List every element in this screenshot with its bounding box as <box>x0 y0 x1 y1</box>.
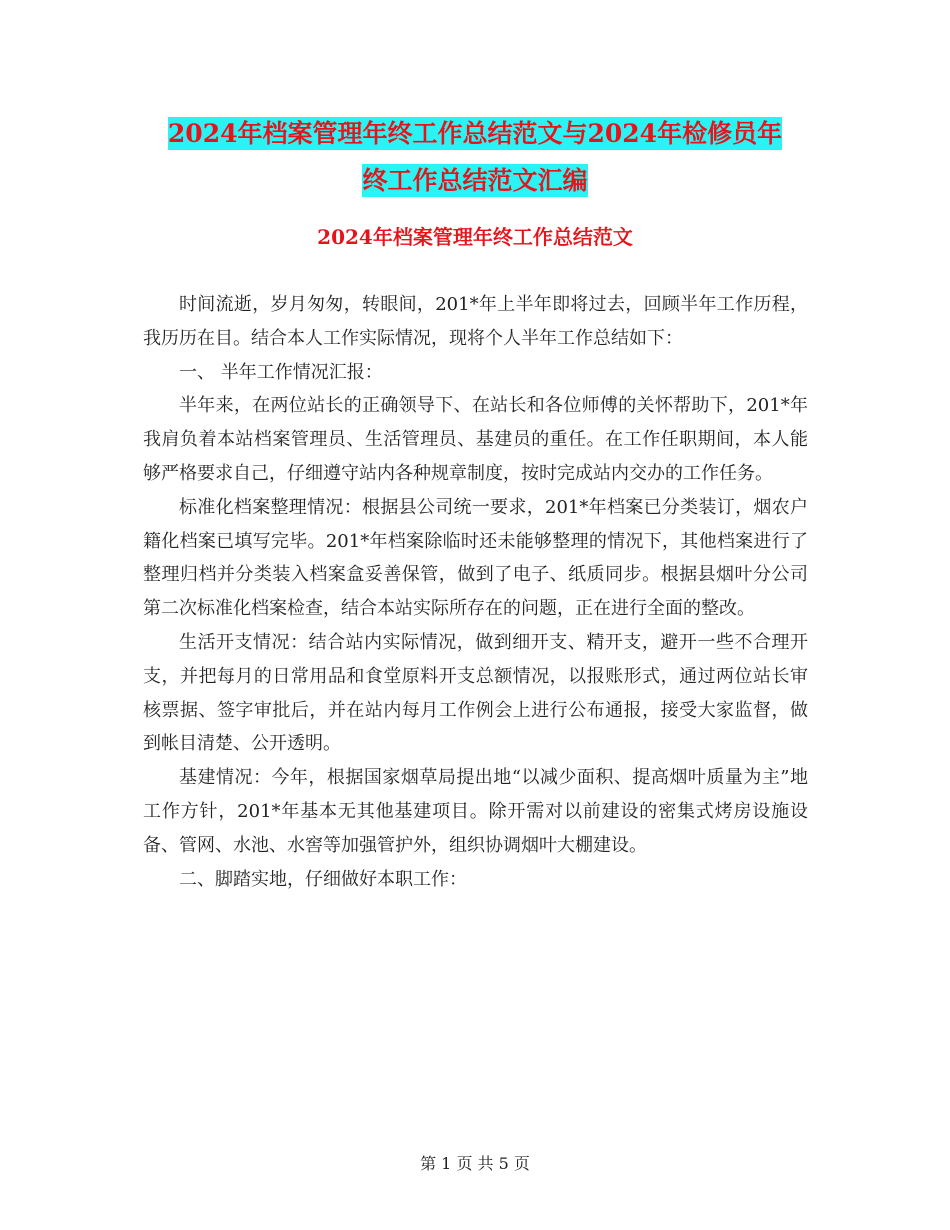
paragraph: 一、 半年工作情况汇报： <box>179 361 383 383</box>
paragraph: 二、脚踏实地，仔细做好本职工作： <box>179 868 467 890</box>
paragraph: 标准化档案整理情况：根据县公司统一要求，201*年档案已分类装订，烟农户籍化档案已填写完毕。201*年档案除临时还未能够整理的情况下，其他档案进行了整理归档并分类装入档案盒妥善保管，做到了电子、纸质同步。根据县烟叶分公司第二次标准化档案检查，结合本站实际所存在的问题，正在进行全面的整改。 <box>143 496 808 620</box>
paragraph: 半年来，在两位站长的正确领导下、在站长和各位师傅的关怀帮助下，201*年我肩负着本站档案管理员、生活管理员、基建员的重任。在工作任职期间，本人能够严格要求自己，仔细遵守站内各种规章制度，按时完成站内交办的工作任务。 <box>143 395 808 484</box>
paragraph: 基建情况：今年，根据国家烟草局提出地“以减少面积、提高烟叶质量为主”地工作方针，201*年基本无其他基建项目。除开需对以前建设的密集式烤房设施设备、管网、水池、水窖等加强管护外，组织协调烟叶大棚建设。 <box>143 767 808 856</box>
page-footer: 第 1 页 共 5 页 <box>420 1154 530 1173</box>
document-title-line-1: 2024年档案管理年终工作总结范文与2024年检修员年 <box>167 119 783 148</box>
document-title-line-2: 终工作总结范文汇编 <box>362 166 588 195</box>
document-body <box>143 288 808 896</box>
section-title: 2024年档案管理年终工作总结范文 <box>317 225 633 249</box>
paragraph: 时间流逝，岁月匆匆，转眼间，201*年上半年即将过去，回顾半年工作历程，我历历在目。结合本人工作实际情况，现将个人半年工作总结如下： <box>143 294 808 349</box>
paragraph: 生活开支情况：结合站内实际情况，做到细开支、精开支，避开一些不合理开支，并把每月的日常用品和食堂原料开支总额情况，以报账形式，通过两位站长审核票据、签字审批后，并在站内每月工作例会上进行公布通报，接受大家监督，做到帐目清楚、公开透明。 <box>143 631 808 755</box>
document-title <box>140 110 810 204</box>
